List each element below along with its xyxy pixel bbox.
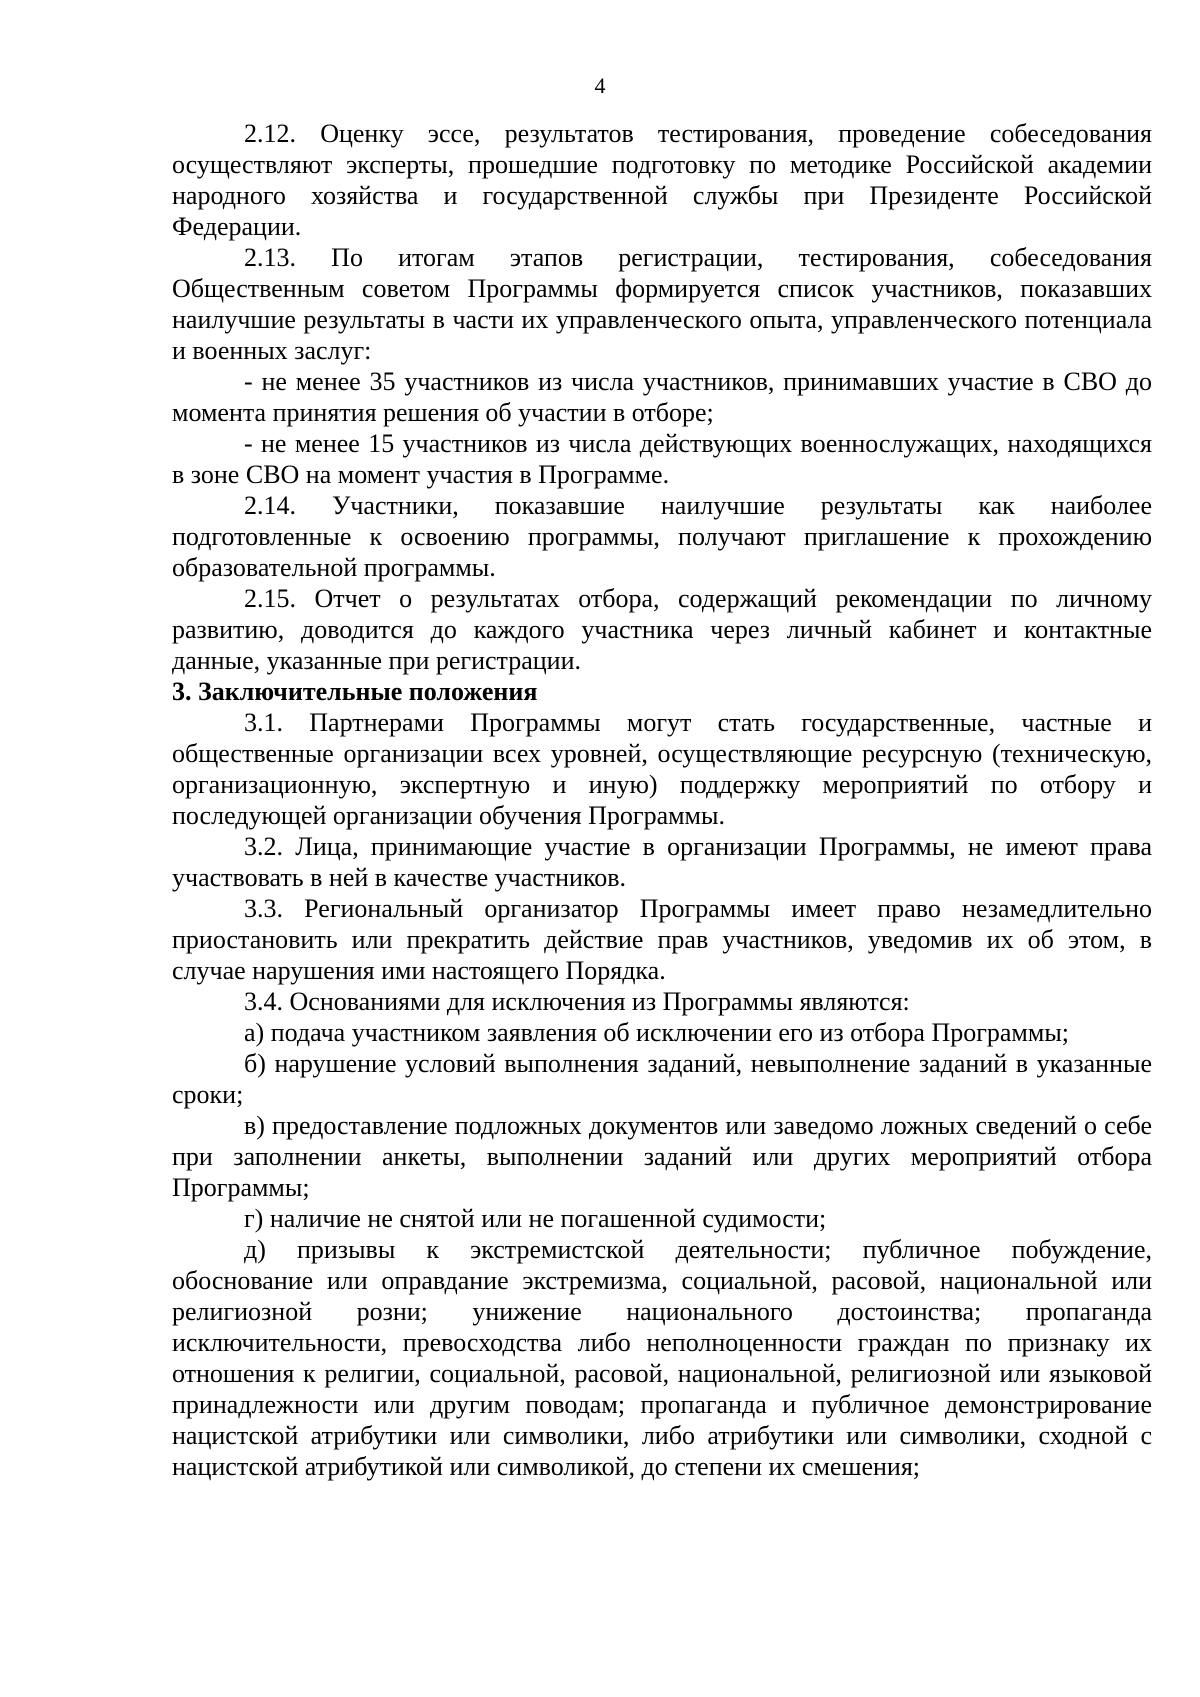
- list-item-b: б) нарушение условий выполнения заданий, невыполнение заданий в указанные сроки;: [172, 1049, 1152, 1109]
- paragraph-3-3: 3.3. Региональный организатор Программы имеет право незамедлительно приостановить или прекратить действие прав участников, уведомив их об этом, в случае нарушения ими настоящего Порядка.: [172, 894, 1152, 985]
- section-heading: 3. Заключительные положения: [172, 677, 538, 706]
- paragraph-3-1: 3.1. Партнерами Программы могут стать государственные, частные и общественные организации всех уровней, осуществляющие ресурсную (техническую, организационную, экспертную и иную) поддержку мероприятий по отбору и последующей организации обучения Программы.: [172, 708, 1152, 830]
- paragraph-2-13: 2.13. По итогам этапов регистрации, тестирования, собеседования Общественным советом Программы формируется список участников, показавших наилучшие результаты в части их управленческого опыта, управленческого потенциала и военных заслуг:: [172, 243, 1152, 365]
- list-item-g: г) наличие не снятой или не погашенной судимости;: [244, 1204, 827, 1233]
- list-item-35-participants: - не менее 35 участников из числа участников, принимавших участие в СВО до момента принятия решения об участии в отборе;: [172, 367, 1152, 427]
- page-number: 4: [594, 73, 606, 98]
- list-item-a: а) подача участником заявления об исключении его из отбора Программы;: [244, 1018, 1070, 1047]
- paragraph-3-2: 3.2. Лица, принимающие участие в организации Программы, не имеют права участвовать в ней в качестве участников.: [172, 832, 1152, 892]
- paragraph-2-14: 2.14. Участники, показавшие наилучшие результаты как наиболее подготовленные к освоению программы, получают приглашение к прохождению образовательной программы.: [172, 491, 1152, 582]
- paragraph-3-4: 3.4. Основаниями для исключения из Программы являются:: [244, 987, 910, 1016]
- paragraph-2-15: 2.15. Отчет о результатах отбора, содержащий рекомендации по личному развитию, доводится до каждого участника через личный кабинет и контактные данные, указанные при регистрации.: [172, 584, 1152, 675]
- paragraph-2-12: 2.12. Оценку эссе, результатов тестирования, проведение собеседования осуществляют эксперты, прошедшие подготовку по методике Российской академии народного хозяйства и государственной службы при Президенте Российской Федерации.: [172, 119, 1152, 241]
- list-item-v: в) предоставление подложных документов или заведомо ложных сведений о себе при заполнении анкеты, выполнении заданий или других мероприятий отбора Программы;: [172, 1111, 1152, 1202]
- list-item-d: д) призывы к экстремистской деятельности; публичное побуждение, обоснование или оправдание экстремизма, социальной, расовой, национальной или религиозной розни; унижение национального достоинства; пропаганда исключительности, превосходства либо неполноценности граждан по признаку их отношения к религии, социальной, расовой, национальной, религиозной или языковой принадлежности или другим поводам; пропаганда и публичное демонстрирование нацистской атрибутики или символики, либо атрибутики или символики, сходной с нацистской атрибутикой или символикой, до степени их смешения;: [172, 1235, 1152, 1481]
- document-body: [172, 118, 1152, 1482]
- list-item-15-participants: - не менее 15 участников из числа действующих военнослужащих, находящихся в зоне СВО на момент участия в Программе.: [172, 429, 1152, 489]
